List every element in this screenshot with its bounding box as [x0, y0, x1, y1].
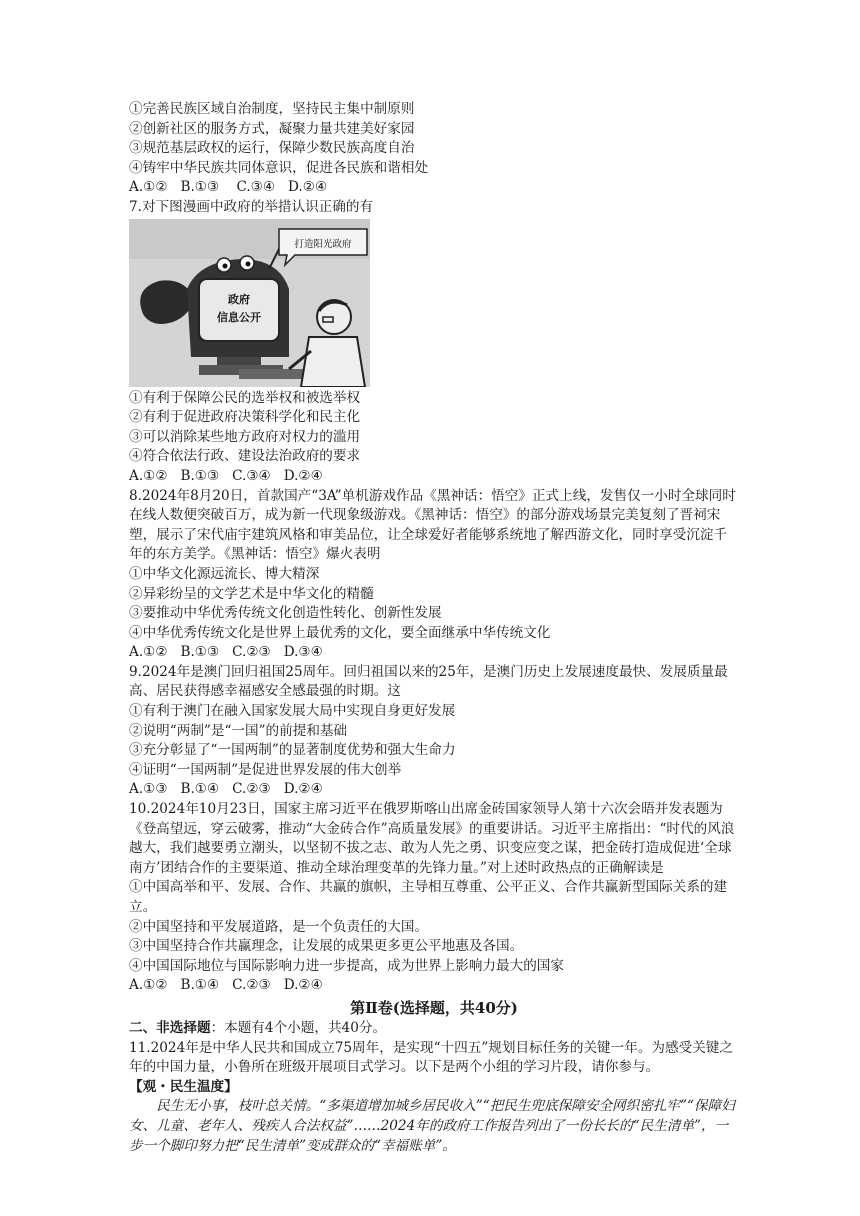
- section-2-heading-rest: ：本题有4个小题，共40分。: [210, 1019, 387, 1036]
- q10-option-3: ③中国坚持合作共赢理念，让发展的成果更多更公平地惠及各国。: [129, 938, 524, 955]
- q7-cartoon: [129, 219, 370, 387]
- q6-answer-choices: A.①② B.①③ C.③④ D.②④: [129, 179, 328, 196]
- q10-option-4: ④中国国际地位与国际影响力进一步提高，成为世界上影响力最大的国家: [129, 957, 564, 974]
- q7-option-3: ③可以消除某些地方政府对权力的滥用: [129, 428, 361, 445]
- q7-option-1: ①有利于保障公民的选举权和被选举权: [129, 389, 361, 406]
- q8-option-2: ②异彩纷呈的文学艺术是中华文化的精髓: [129, 585, 374, 602]
- q11-material: 民生无小事，枝叶总关情。“多渠道增加城乡居民收入”“把民生兜底保障安全网织密扎牢”“保障妇女、儿童、老年人、残疾人合法权益”……2024年的政府工作报告列出了一份长长的“民生清单”，一步一个脚印努力把“民生清单”变成群众的“幸福账单”。: [129, 1098, 735, 1154]
- q7-stem: 7.对下图漫画中政府的举措认识正确的有: [129, 198, 374, 215]
- q7-option-2: ②有利于促进政府决策科学化和民主化: [129, 409, 361, 426]
- q11-subheading: 【观・民生温度】: [129, 1078, 238, 1095]
- section-2-heading-bold: 二、非选择题: [129, 1019, 211, 1036]
- q9-option-2: ②说明“两制”是“一国”的前提和基础: [129, 722, 348, 739]
- q9-stem: 9.2024年是澳门回归祖国25周年。回归祖国以来的25年，是澳门历史上发展速度最快、发展质量最高、居民获得感幸福感安全感最强的时期。这: [129, 663, 728, 700]
- q6-option-4: ④铸牢中华民族共同体意识，促进各民族和谐相处: [129, 159, 429, 176]
- monitor-screen: [199, 279, 279, 341]
- q8-option-4: ④中华优秀传统文化是世界上最优秀的文化，要全面继承中华传统文化: [129, 624, 551, 641]
- cartoon-drawing: [129, 219, 370, 387]
- q10-answer-choices: A.①② B.①④ C.②③ D.②④: [129, 977, 323, 994]
- q10-option-1: ①中国高举和平、发展、合作、共赢的旗帜，主导相互尊重、公平正义、合作共赢新型国际关系的建立。: [129, 879, 728, 915]
- q7-option-4: ④符合依法行政、建设法治政府的要求: [129, 448, 361, 465]
- q11-stem: 11.2024年是中华人民共和国成立75周年，是实现“十四五”规划目标任务的关键一年。为感受关键之年的中国力量，小鲁所在班级开展项目式学习。以下是两个小组的学习片段，请你参与。: [129, 1039, 733, 1076]
- q6-option-2: ②创新社区的服务方式，凝聚力量共建美好家园: [129, 120, 415, 137]
- q9-answer-choices: A.①③ B.①④ C.②③ D.②④: [129, 781, 323, 798]
- q8-option-1: ①中华文化源远流长、博大精深: [129, 565, 320, 582]
- q9-option-3: ③充分彰显了“一国两制”的显著制度优势和强大生命力: [129, 742, 456, 759]
- q8-option-3: ③要推动中华优秀传统文化创造性转化、创新性发展: [129, 605, 442, 622]
- q10-stem: 10.2024年10月23日，国家主席习近平在俄罗斯喀山出席金砖国家领导人第十六次会晤并发表题为《登高望远，穿云破雾，推动“大金砖合作”高质量发展》的重要讲话。习近平主席指出：“时代的风浪越大，我们越要勇立潮头，以坚韧不拔之志、敢为人先之勇、识变应变之谋，把金砖打造成促进‘全球南方’团结合作的主要渠道、推动全球治理变革的先锋力量。”对上述时政热点的正确解读是: [129, 801, 735, 876]
- q6-option-3: ③规范基层政权的运行，保障少数民族高度自治: [129, 140, 415, 157]
- section-2-title: 第Ⅱ卷(选择题，共40分): [350, 998, 518, 1017]
- q7-answer-choices: A.①② B.①③ C.③④ D.②④: [129, 467, 323, 484]
- screen-text-1: 政府: [228, 292, 250, 306]
- q6-option-1: ①完善民族区域自治制度，坚持民主集中制原则: [129, 101, 415, 117]
- q8-answer-choices: A.①② B.①③ C.②③ D.③④: [129, 644, 323, 661]
- q9-option-4: ④证明“一国两制”是促进世界发展的伟大创举: [129, 761, 402, 778]
- exam-page: [129, 100, 739, 1156]
- speech-bubble-text: 打造阳光政府: [294, 238, 352, 250]
- q9-option-1: ①有利于澳门在融入国家发展大局中实现自身更好发展: [129, 703, 456, 720]
- section-2-heading: [129, 1019, 739, 1039]
- screen-text-2: 信息公开: [217, 310, 261, 324]
- q8-stem: 8.2024年8月20日，首款国产“3A”单机游戏作品《黑神话：悟空》正式上线，发售仅一小时全球同时在线人数便突破百万，成为新一代现象级游戏。《黑神话：悟空》的部分游戏场景完美复刻了晋祠宋塑，展示了宋代庙宇建筑风格和审美品位，让全球爱好者能够系统地了解西游文化，同时享受沉淀千年的东方美学。《黑神话：悟空》爆火表明: [129, 487, 736, 563]
- q10-option-2: ②中国坚持和平发展道路，是一个负责任的大国。: [129, 918, 429, 935]
